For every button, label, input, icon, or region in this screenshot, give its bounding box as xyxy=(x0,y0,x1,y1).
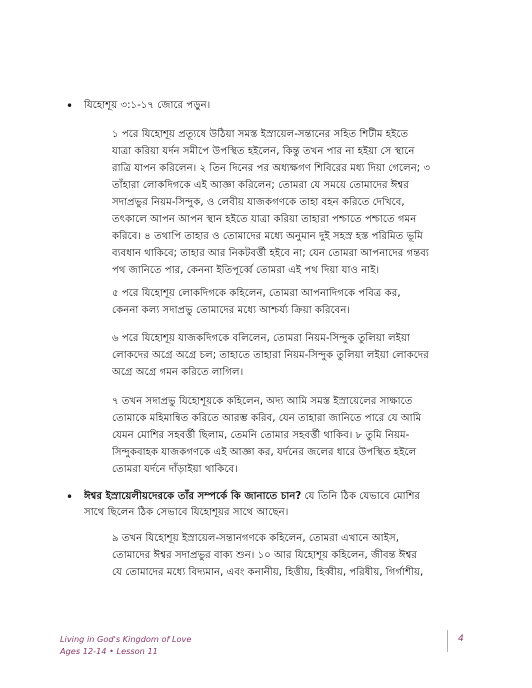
text-line: যে তোমাদের মধ্যে বিদ্যমান, এবং কনানীয়, হিত্তীয়, হিব্বীয়, পরিষীয়, গির্গাশীয়, xyxy=(112,567,424,578)
footer-subtitle: Ages 12-14 • Lesson 11 xyxy=(60,646,158,656)
scripture-paragraph-4 xyxy=(112,393,464,478)
answer-text-continued: সাথে ছিলেন ঠিক সেভাবে যিহোশূয়র সাথে আছেন। xyxy=(84,507,289,518)
answer-text: যে তিনি ঠিক যেভাবে মোশির xyxy=(301,491,421,502)
text-line: তোমরা যর্দনে দাঁড়াইয়া থাকিবে। xyxy=(112,464,238,475)
text-line: সদাপ্রভুর নিয়ম-সিন্দুক, ও লেবীয় যাজকগণকে তাহা বহন করিতে দেখিবে, xyxy=(112,197,405,208)
text-line: ১ পরে যিহোশূয় প্রত্যূষে উঠিয়া সমস্ত ইস্রায়েল-সন্তানের সহিত শিটীম হইতে xyxy=(112,129,409,140)
text-line: তৎকালে আপন আপন স্থান হইতে যাত্রা করিয়া তাহারা পশ্চাতে পশ্চাতে গমন xyxy=(112,214,417,225)
text-line: ৯ তখন যিহোশূয় ইস্রায়েল-সন্তানগণকে কহিলেন, তোমরা এখানে আইস, xyxy=(112,533,399,544)
footer-divider xyxy=(447,630,448,652)
text-line: লোকদের অগ্রে অগ্রে চল; তাহাতে তাহারা নিয়ম-সিন্দুক তুলিয়া লইয়া লোকদের xyxy=(112,350,429,361)
text-line: করিবে। ৪ তথাপি তাহার ও তোমাদের মধ্যে অনুমান দুই সহস্র হস্ত পরিমিত ভূমি xyxy=(112,231,423,242)
text-line: তোমাকে মহিমান্বিত করিতে আরম্ভ করিব, যেন তাহারা জানিতে পারে যে আমি xyxy=(112,413,422,424)
question-text: ঈশ্বর ইস্রায়েলীয়দেরকে তাঁর সম্পর্কে কি জানাতে চান? xyxy=(84,491,302,502)
text-line: কেননা কল্য সদাপ্রভু তোমাদের মধ্যে আশ্চর্য্য ক্রিয়া করিবেন। xyxy=(112,305,351,316)
text-line: তোমাদের ঈশ্বর সদাপ্রভুর বাক্য শুন। ১০ আর যিহোশূয় কহিলেন, জীবন্ত ঈশ্বর xyxy=(112,550,418,561)
footer-lesson-info xyxy=(60,633,191,657)
text-line: ৫ পরে যিহোশূয় লোকদিগকে কহিলেন, তোমরা আপনাদিগকে পবিত্র কর, xyxy=(112,288,401,299)
scripture-paragraph-5 xyxy=(112,530,464,581)
text-line: ৬ পরে যিহোশূয় যাজকদিগকে বলিলেন, তোমরা নিয়ম-সিন্দুক তুলিয়া লইয়া xyxy=(112,333,410,344)
text-line: সিন্দুকবাহক যাজকগণকে এই আজ্ঞা কর, যর্দনের জলের ধারে উপস্থিত হইলে xyxy=(112,447,417,458)
text-line: ব্যবধান থাকিবে; তাহার আর নিকটবর্ত্তী হইবে না; যেন তোমরা আপনাদের গন্তব্য xyxy=(112,248,429,259)
bullet-item-question xyxy=(66,489,466,521)
text-line: পথ জানিতে পার, কেননা ইতিপূর্ব্বে তোমরা এই পথ দিয়া যাও নাই। xyxy=(112,265,380,276)
bullet-icon: • xyxy=(66,490,74,504)
text-line: যেমন মোশির সহবর্ত্তী ছিলাম, তেমনি তোমার সহবর্ত্তী থাকিব। ৮ তুমি নিয়ম- xyxy=(112,430,410,441)
scripture-paragraph-1 xyxy=(112,126,464,279)
bullet-icon: • xyxy=(66,99,74,113)
page-number: 4 xyxy=(458,634,464,644)
scripture-paragraph-2 xyxy=(112,285,464,319)
text-line: ৭ তখন সদাপ্রভু যিহোশূয়কে কহিলেন, অদ্য আমি সমস্ত ইস্রায়েলের সাক্ষাতে xyxy=(112,396,413,407)
bullet-text: যিহোশূয় ৩:১-১৭ জোরে পড়ুন। xyxy=(84,100,211,111)
text-line: অগ্রে অগ্রে গমন করিতে লাগিল। xyxy=(112,367,244,378)
bullet-item-reading xyxy=(66,98,466,114)
text-line: রাত্রি যাপন করিলেন। ২ তিন দিনের পর অধ্যক্ষগণ শিবিরের মধ্য দিয়া গেলেন; ৩ xyxy=(112,163,431,174)
text-line: তাঁহারা লোকদিগকে এই আজ্ঞা করিলেন; তোমরা যে সময়ে তোমাদের ঈশ্বর xyxy=(112,180,409,191)
footer-title: Living in God's Kingdom of Love xyxy=(60,634,192,644)
text-line: যাত্রা করিয়া যর্দন সমীপে উপস্থিত হইলেন, কিন্তু তখন পার না হইয়া সে স্থানে xyxy=(112,146,415,157)
scripture-paragraph-3 xyxy=(112,330,464,381)
